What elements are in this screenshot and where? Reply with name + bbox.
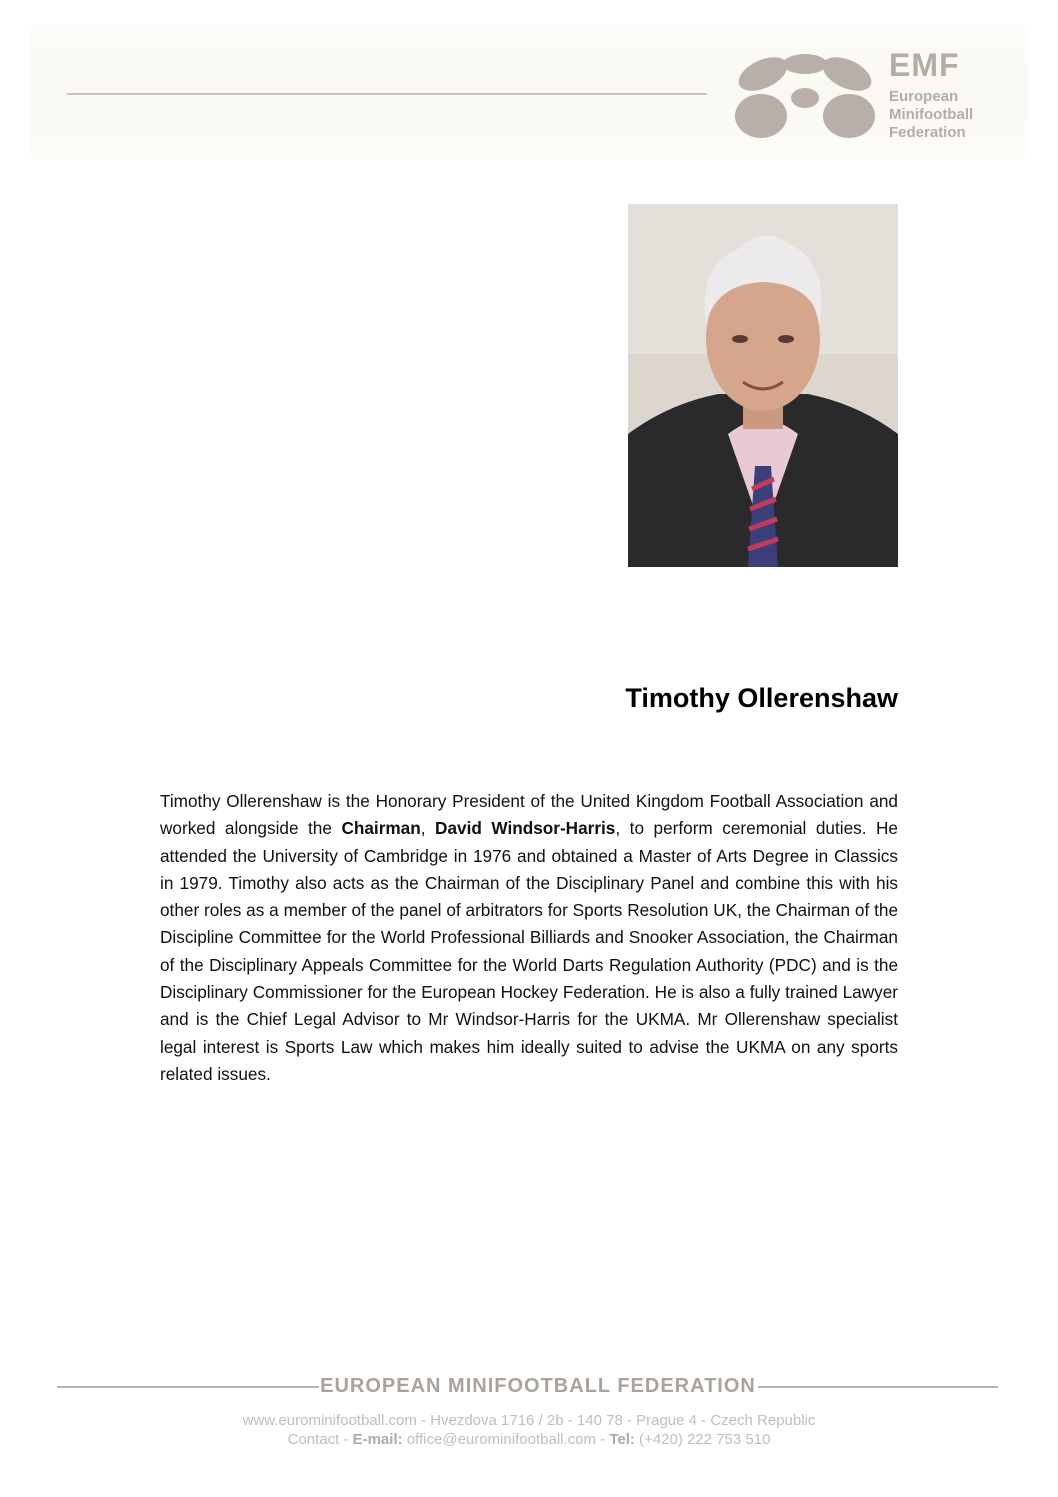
bio-text-2: , to perform ceremonial duties. He attended the University of Cambridge in 1976 and obtained a Master of Arts Degree in Classics in 1979. Timothy also acts as the Chairman of the Disciplinary Panel and combine this with his other roles as a member of the panel of arbitrators for Sports Resolution UK, the Chairman of the Discipline Committee for the World Professional Billiards and Snooker Association, the Chairman of the Disciplinary Appeals Committee for the World Darts Regulation Authority (PDC) and is the Disciplinary Commissioner for the European Hockey Federation. He is also a fully trained Lawyer and is the Chief Legal Advisor to Mr Windsor-Harris for the UKMA. Mr Ollerenshaw specialist legal interest is Sports Law which makes him ideally suited to advise the UKMA on any sports related issues. (160, 818, 898, 1084)
footer-contact-label: Contact - (287, 1431, 353, 1448)
footer-rule-left (57, 1386, 319, 1388)
profile-name: Timothy Ollerenshaw (625, 683, 898, 713)
footer-contact (160, 1430, 898, 1450)
footer-address: www.eurominifootball.com - Hvezdova 1716 / 2b - 140 78 - Prague 4 - Czech Republic (242, 1412, 816, 1429)
logo-subtitle (889, 88, 973, 142)
logo-line-1: European (889, 88, 959, 105)
logo-line-2: Minifootball (889, 106, 974, 123)
profile-bio (160, 788, 898, 1088)
emf-logo-icon (731, 50, 879, 146)
footer-tel: (+420) 222 753 510 (634, 1431, 771, 1448)
bio-separator: , (420, 818, 436, 839)
footer-rule-right (758, 1386, 998, 1388)
logo-title: EMF (889, 47, 960, 83)
bio-bold-name: David Windsor-Harris (435, 818, 616, 839)
footer-email-label: E-mail: (352, 1431, 403, 1448)
profile-photo (628, 204, 898, 567)
bio-text-1: Timothy Ollerenshaw is the Honorary President of the United Kingdom Football Association and worked alongside the (160, 791, 898, 839)
footer-tel-label: Tel: (609, 1431, 635, 1448)
footer-email[interactable]: office@eurominifootball.com - (402, 1431, 610, 1448)
bio-bold-chairman: Chairman (341, 818, 421, 839)
logo-line-3: Federation (889, 124, 966, 141)
header-rule (67, 93, 707, 95)
footer-title: EUROPEAN MINIFOOTBALL FEDERATION (320, 1375, 756, 1397)
